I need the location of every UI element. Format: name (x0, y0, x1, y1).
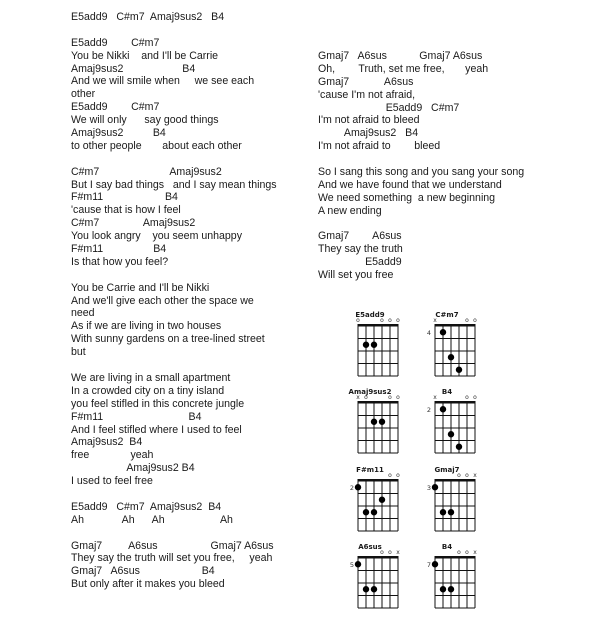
lyric-line: free yeah (71, 449, 154, 462)
chord-line: E5add9 C#m7 (71, 101, 160, 114)
svg-text:o: o (396, 394, 400, 401)
lyric-line: With sunny gardens on a tree-lined street (71, 333, 265, 346)
chord-diagram-e5add9 (340, 311, 400, 386)
lyric-line: Oh, Truth, set me free, yeah (318, 62, 489, 75)
fretboard-grid (340, 311, 400, 386)
svg-text:o: o (465, 472, 469, 479)
chord-diagram-amaj9sus2 (340, 388, 400, 463)
lyric-line: A new ending (318, 204, 382, 217)
lyric-line: You look angry you seem unhappy (71, 230, 242, 243)
chord-line: F#m11 B4 (71, 410, 202, 423)
chord-line: Gmaj7 A6sus Gmaj7 A6sus (71, 539, 274, 552)
svg-text:x: x (473, 472, 477, 479)
lyric-line: They say the truth will set you free, yeah (71, 552, 273, 565)
svg-text:x: x (473, 549, 477, 556)
svg-text:o: o (388, 394, 392, 401)
fretboard-grid (417, 466, 477, 541)
chord-line: E5add9 C#m7 Amaj9sus2 B4 (71, 500, 222, 513)
lyric-line: But only after it makes you bleed (71, 578, 225, 591)
chord-line: F#m11 B4 (71, 243, 167, 256)
svg-text:2: 2 (349, 483, 355, 492)
chord-diagram-a6sus (340, 543, 400, 618)
svg-text:4: 4 (426, 328, 432, 337)
lyric-line: As if we are living in two houses (71, 320, 222, 333)
fretboard-grid (417, 311, 477, 386)
chord-diagram-title: Amaj9sus2 (348, 388, 392, 396)
lyric-line: And we'll give each other the space we (71, 294, 254, 307)
lyric-line: I'm not afraid to bleed (318, 140, 441, 153)
svg-text:o: o (465, 549, 469, 556)
lyric-line: Will set you free (318, 269, 394, 282)
svg-text:o: o (396, 317, 400, 324)
chord-diagram-title: A6sus (358, 543, 382, 551)
lyric-line: 'cause that is how I feel (71, 204, 181, 217)
chord-line: Amaj9sus2 B4 (71, 436, 143, 449)
svg-text:o: o (473, 317, 477, 324)
svg-text:o: o (356, 317, 360, 324)
svg-text:5: 5 (349, 560, 355, 569)
lyric-line: You be Carrie and I'll be Nikki (71, 281, 210, 294)
chord-line: Amaj9sus2 B4 (71, 462, 195, 475)
chord-diagram-csharpm7 (417, 311, 477, 386)
fretboard-grid (340, 466, 400, 541)
svg-text:o: o (457, 472, 461, 479)
lyric-line: And we have found that we understand (318, 178, 502, 191)
chord-diagram-title: E5add9 (355, 311, 385, 319)
fretboard-grid (340, 543, 400, 618)
svg-text:o: o (380, 549, 384, 556)
chord-diagram-title: C#m7 (435, 311, 459, 319)
chord-line: Amaj9sus2 B4 (318, 127, 419, 140)
lyric-line: But I say bad things and I say mean things (71, 178, 277, 191)
fretboard-grid (417, 543, 477, 618)
lyric-line: to other people about each other (71, 139, 242, 152)
chord-diagram-b4 (417, 388, 477, 463)
chord-diagram-title: F#m11 (356, 466, 384, 474)
lyric-line: We are living in a small apartment (71, 371, 231, 384)
lyric-line: but (71, 346, 86, 359)
chord-line: Amaj9sus2 B4 (71, 62, 196, 75)
chord-line: E5add9 C#m7 (318, 101, 460, 114)
chord-line: Gmaj7 A6sus B4 (71, 565, 215, 578)
lyric-line: you feel stifled in this concrete jungle (71, 397, 245, 410)
svg-text:x: x (433, 394, 437, 401)
svg-text:2: 2 (426, 405, 432, 414)
svg-text:x: x (433, 317, 437, 324)
lyric-line: And we will smile when we see each (71, 75, 255, 88)
chord-line: E5add9 C#m7 (71, 36, 160, 49)
svg-text:o: o (473, 394, 477, 401)
lyric-line: other (71, 88, 96, 101)
svg-text:o: o (465, 317, 469, 324)
lyric-line: I used to feel free (71, 475, 153, 488)
lyric-line: In a crowded city on a tiny island (71, 384, 225, 397)
chord-diagram-gmaj7 (417, 466, 477, 541)
lyric-line: So I sang this song and you sang your song (318, 166, 525, 179)
chord-diagram-b4 (417, 543, 477, 618)
chord-line: Amaj9sus2 B4 (71, 127, 166, 140)
chord-line: Gmaj7 A6sus Gmaj7 A6sus (318, 50, 483, 62)
chord-diagram-title: B4 (441, 388, 453, 396)
svg-text:o: o (388, 472, 392, 479)
chord-line: F#m11 B4 (71, 191, 178, 204)
lyric-line: need (71, 307, 95, 320)
svg-text:o: o (457, 549, 461, 556)
svg-text:o: o (388, 317, 392, 324)
svg-text:o: o (396, 472, 400, 479)
lyric-line: We will only say good things (71, 114, 219, 127)
chord-line: E5add9 (318, 256, 402, 269)
svg-text:o: o (380, 317, 384, 324)
svg-text:o: o (388, 549, 392, 556)
chord-diagram-title: B4 (441, 543, 453, 551)
lyric-line: Ah Ah Ah Ah (71, 513, 233, 526)
chord-diagram-title: Gmaj7 (434, 466, 460, 474)
svg-text:o: o (465, 394, 469, 401)
chord-line: Gmaj7 A6sus (318, 230, 402, 243)
fretboard-grid (417, 388, 477, 463)
lyric-line: 'cause I'm not afraid, (318, 88, 416, 101)
svg-text:3: 3 (426, 483, 432, 492)
lyric-line: And I feel stifled where I used to feel (71, 423, 242, 436)
lyric-line: Is that how you feel? (71, 255, 169, 268)
chord-line: C#m7 Amaj9sus2 (71, 217, 196, 230)
fretboard-grid (340, 388, 400, 463)
chord-line: E5add9 C#m7 Amaj9sus2 B4 (71, 11, 225, 23)
chord-line: C#m7 Amaj9sus2 (71, 165, 222, 178)
chord-line: Gmaj7 A6sus (318, 75, 414, 88)
lyric-line: I'm not afraid to bleed (318, 114, 420, 127)
svg-text:x: x (396, 549, 400, 556)
svg-text:7: 7 (426, 560, 432, 569)
svg-text:x: x (356, 394, 360, 401)
chord-diagram-fsharpm11 (340, 466, 400, 541)
lyric-line: They say the truth (318, 243, 403, 256)
lyric-line: We need something a new beginning (318, 191, 496, 204)
svg-text:o: o (364, 394, 368, 401)
lyric-line: You be Nikki and I'll be Carrie (71, 49, 219, 62)
